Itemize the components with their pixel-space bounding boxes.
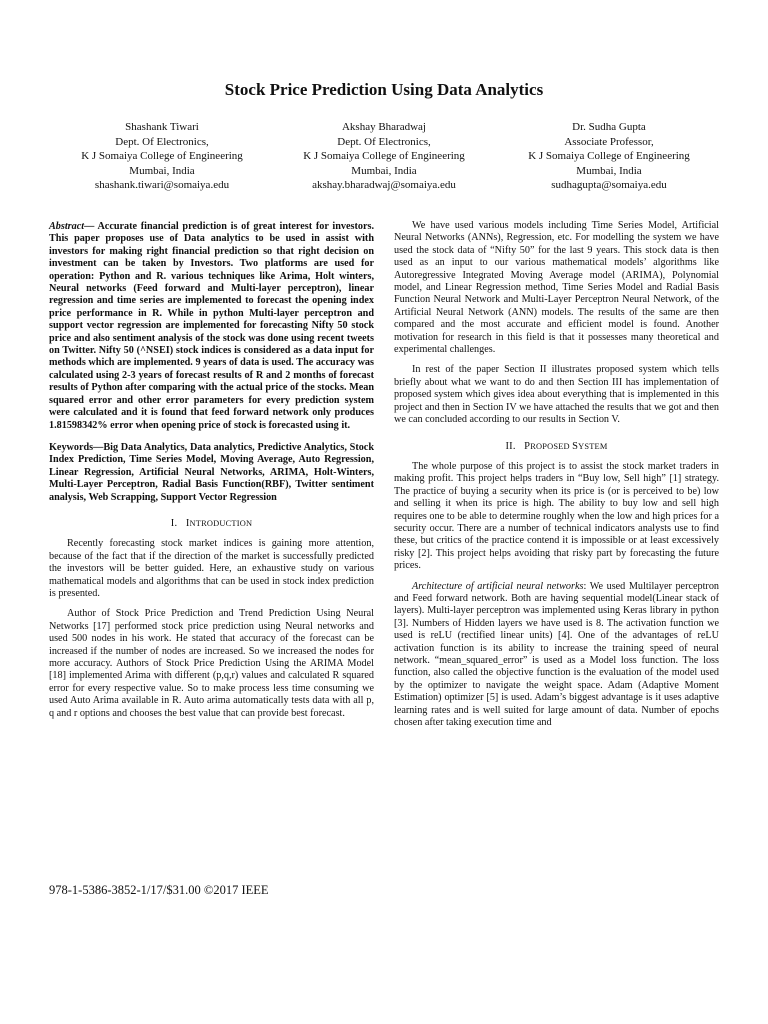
right-column: [394, 220, 719, 737]
heading-cap: S: [572, 440, 579, 452]
paragraph: Recently forecasting stock market indices is gaining more attention, because of the fact that if the direction of the market is successfully predicted the investors will be better guided. Here, an exhaustive study on various mathematical models and algorithms that can be used in stock index prediction is presented.: [49, 538, 374, 599]
author-college: K J Somaiya College of Engineering: [528, 150, 690, 163]
author-name: Shashank Tiwari: [125, 121, 199, 133]
abstract: [49, 221, 374, 432]
author-email: shashank.tiwari@somaiya.edu: [94, 179, 230, 192]
author-city: Mumbai, India: [351, 164, 417, 177]
paragraph: The whole purpose of this project is to assist the stock market traders in making profit. This project helps traders in “Buy low, Sell high” [1] strategy. The practice of buying a security when its price is (or is perceived to be) low and selling it when its price is high. The ability to buy low and sell high requires one to be able to determine roughly when the low and high prices for a security occur. There are a number of technical indicators analysts use to find these, but critics of the practice contend it is impossible or at least excessively risky [2]. This project helps avoiding that risky part by forecasting the future prices.: [394, 460, 719, 572]
paper-title: Stock Price Prediction Using Data Analytics: [224, 80, 544, 99]
author-dept: Dept. Of Electronics,: [115, 135, 209, 148]
section-heading-introduction: [49, 518, 374, 530]
subheading: Architecture of artificial neural networks: [412, 580, 584, 592]
left-column: [49, 221, 374, 728]
author-city: Mumbai, India: [576, 164, 642, 177]
heading-rest: ROPOSED: [530, 441, 573, 451]
author-block-3: [496, 120, 722, 193]
author-email: akshay.bharadwaj@somaiya.edu: [312, 179, 456, 192]
paragraph: Author of Stock Price Prediction and Trend Prediction Using Neural Networks [17] performed stock price prediction using Neural networks and used 500 nodes in his work. He stated that accuracy of the forecast can be increased if the number of nodes are increased. So we increased the nodes for more accuracy. Authors of Stock Price Prediction Using the ARIMA Model [18] implemented Arima with different (p,q,r) values and calculated R squared error for every respective value. So to make process less time consuming we used Auto Arima available in R. Auto arima automatically tests data with all p, q and r options and chooses the best value that can provide best forecast.: [49, 608, 374, 719]
heading-rest: YSTEM: [578, 441, 608, 451]
section-numeral: II.: [505, 440, 516, 452]
author-email: sudhagupta@somaiya.edu: [551, 179, 667, 192]
heading-cap: P: [524, 440, 531, 452]
author-name: Dr. Sudha Gupta: [572, 121, 646, 133]
author-block-2: [270, 120, 498, 193]
paragraph-text: : We used Multilayer perceptron and Feed forward network. Both are having sequential model(Linear stack of layers). Multi-layer perceptron was implemented using Keras library in python [3]. Numbers of Hidden layers we have used is 8. The activation function we used is reLU (rectified linear units) [4]. One of the advantages of reLU activation function is its ability to increase the training speed of neural network. “mean_squared_error” is used as a Model loss function. The loss function, also called the objective function is the evaluation of the model used by the optimizer to navigate the weight space. Adam (Adaptive Moment Estimation) optimizer [5] is used. Adam’s biggest advantage is it uses adaptive learning rates and is well suited for large amount of data. Number of epochs chosen after taking execution time and: [394, 580, 720, 729]
paragraph-ann: [394, 581, 719, 730]
paragraph: In rest of the paper Section II illustrates proposed system which tells briefly about what we want to do and then Section III has implementation of proposed system which gives idea about everything that is implemented in this project and then in Section IV we have attached the results that we got and then we can concluded according to our results in Section V.: [394, 364, 719, 426]
paragraph: We have used various models including Time Series Model, Artificial Neural Networks (ANNs), Regression, etc. For modelling the system we have used the stock data of “Nifty 50” for the last 9 years. This stock data is then used as an input to our various mathematical models’ algorithms like Autoregressive Integrated Moving Average model (ARIMA), Polynomial model, and Linear Regression method, Time Series Model and Radial Basis Function Neural Network and Multi-Layer Perceptron Neural Network, of the Artificial Neural Network (ANN) models. The results of the same are then compared and the most accurate and efficient model is found. Another motivation for research in this field is that it possesses many theoretical and experimental challenges.: [394, 220, 719, 356]
section-heading-proposed-system: [394, 441, 719, 453]
author-city: Mumbai, India: [129, 164, 195, 177]
section-numeral: I.: [170, 517, 178, 529]
copyright-footer: 978-1-5386-3852-1/17/$31.00 ©2017 IEEE: [49, 883, 269, 897]
author-college: K J Somaiya College of Engineering: [81, 150, 243, 163]
author-dept: Associate Professor,: [564, 135, 654, 148]
abstract-text: — Accurate financial prediction is of great interest for investors. This paper proposes use of Data analytics to be used in assist with investors for making right financial prediction so that right decision on investment can be taken by Investors. Two platforms are used for operation: Python and R. various techniques like Arima, Holt winters, Neural networks (Feed forward and Multi-layer perceptron), linear regression and time series are implemented to forecast the opening index price performance in R. While in python Multi-layer perceptron and support vector regression are implemented for forecasting Nifty 50 stock price and also sentiment analysis of the stock was done using recent tweets on Twitter. Nifty 50 (^NSEI) stock indices is considered as a data input for methods which are implemented. 9 years of data is used. The accuracy was calculated using 2-3 years of forecast results of R and 2 months of forecast results of Python after comparing with the actual price of the stocks. Mean squared error and other error parameters for every prediction system were calculated and it is found that feed forward network only produces 1.81598342% error when opening price of stock is forecasted using it.: [49, 221, 374, 431]
abstract-label: Abstract: [49, 221, 85, 232]
author-dept: Dept. Of Electronics,: [337, 135, 431, 148]
author-college: K J Somaiya College of Engineering: [303, 150, 465, 163]
author-block-1: [49, 120, 275, 193]
heading-cap: I: [185, 517, 190, 529]
heading-rest: NTRODUCTION: [189, 518, 253, 528]
keywords: Keywords—Big Data Analytics, Data analytics, Predictive Analytics, Stock Index Prediction, Time Series Model, Moving Average, Auto Regression, Linear Regression, Artificial Neural Networks, ARIMA, Holt-Winters, Multi-Layer Perceptron, Radial Basis Function(RBF), Twitter sentiment analysis, Web Scrapping, Support Vector Regression: [49, 441, 374, 503]
author-name: Akshay Bharadwaj: [341, 121, 426, 133]
